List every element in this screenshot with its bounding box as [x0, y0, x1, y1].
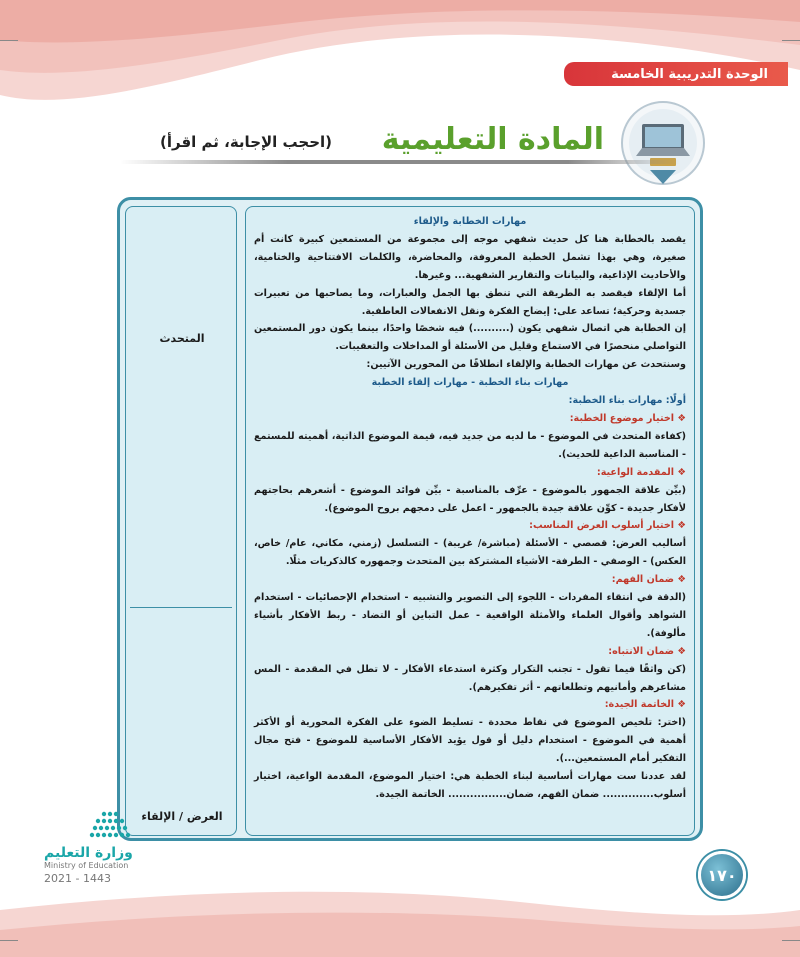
style-heading: ❖ اختيار أسلوب العرض المناسب: — [529, 520, 686, 532]
ministry-logo-dots — [86, 805, 134, 841]
speaker-label: المتحدث — [159, 332, 205, 345]
unit-label: الوحدة التدريبية الخامسة — [611, 66, 768, 82]
topic-choice-heading: ❖ اختيار موضوع الخطبة: — [569, 412, 686, 424]
definition-delivery: أما الإلقاء فيقصد به الطريقة التي تنطق بها الجمل والعبارات، وما يصاحبها من تعبيرات جسدية وحركية؛ تساعد على: إيضاح الفكرة ونقل الانفعالات العاطفية. — [254, 287, 686, 317]
unit-banner — [564, 62, 788, 86]
instruction-text: (احجب الإجابة، ثم اقرأ) — [160, 133, 333, 151]
understanding-heading: ❖ ضمان الفهم: — [611, 574, 686, 586]
section-title: المادة التعليمية — [381, 122, 604, 157]
crop-mark — [782, 940, 800, 941]
page-number: ١٧٠ — [698, 851, 746, 899]
title-underline — [120, 160, 680, 164]
summary-text: لقد عددنا ست مهارات أساسية لبناء الخطبة هي: اختيار الموضوع، المقدمة الواعية، اختيار أسلوب.............. ضمان الفهم، ضمان................ الخاتمة الجيدة. — [254, 771, 686, 800]
content-column — [245, 206, 695, 836]
side-divider — [130, 607, 232, 608]
crop-mark — [0, 40, 18, 41]
understanding-text: (الدقة في انتقاء المفردات - اللجوء إلى التصوير والتشبيه - استخدام الإحصائيات - استخدام الشواهد وأقوال العلماء والأمثلة الواقعية - عمل التباين أو التضاد - ربط الأفكار بأشياء مألوفة). — [254, 592, 686, 639]
ministry-block — [44, 845, 154, 897]
conclusion-heading: ❖ الخاتمة الجيدة: — [604, 699, 686, 711]
topic-choice-text: (كفاءة المتحدث في الموضوع - ما لديه من جديد فيه، قيمة الموضوع الذاتية، أهميته للمستمع - المناسبة الداعية للحديث). — [254, 430, 686, 460]
academic-year: 2021 - 1443 — [44, 872, 111, 885]
attention-text: (كن واثقًا فيما تقول - تجنب التكرار وكثرة استدعاء الأفكار - لا تطل في المقدمة - المس مشاعرهم وأمانيهم وتطلعاتهم - أثر تفكيرهم). — [254, 663, 686, 693]
first-heading: أولًا: مهارات بناء الخطبة: — [568, 395, 686, 407]
definition-speech: يقصد بالخطابة هنا كل حديث شفهي موجه إلى مجموعة من المستمعين كبيرة كانت أم صغيرة، وهي بهذا تشمل الخطبة المعروفة، والمحاضرة، والكلمات الافتتاحية والختامية، والأحاديث الإذاعية، والبيانات والتقارير الشفهية... وغيرها. — [254, 233, 686, 281]
attention-heading: ❖ ضمان الانتباه: — [608, 645, 686, 657]
ministry-name-ar: وزارة التعليم — [44, 845, 133, 861]
ministry-name-en: Ministry of Education — [44, 861, 129, 870]
content-title: مهارات الخطابة والإلقاء — [413, 216, 527, 227]
intro-text: (بيِّن علاقة الجمهور بالموضوع - عرِّف بالمناسبة - بيِّن فوائد الموضوع - أشعرهم بحاجتهم لأفكار جديدة - كوِّن علاقة جيدة بالجمهور - اعمل على دمجهم بروح الموضوع). — [254, 484, 686, 514]
style-text: أساليب العرض: قصصي - الأسئلة (مباشرة/ غريبة) - التسلسل (زمني، مكاني، عام/ خاص، العكس) - الوصفي - الطرفة- الأشياء المشتركة بين المتحدث وجمهوره كالذكريات مثلًا. — [254, 538, 686, 568]
conclusion-text: (اختر: تلخيص الموضوع في نقاط محددة - تسليط الضوء على الفكرة المحورية أو الأكثر أهمية في الموضوع - استخدام دليل أو قول يؤيد الأفكار الأساسية للموضوع - فتح مجال التفكير أمام المستمعين...). — [254, 717, 686, 765]
crop-mark — [782, 40, 800, 41]
crop-mark — [0, 940, 18, 941]
presentation-label: العرض / الإلقاء — [141, 810, 223, 823]
axes-intro: وسنتحدث عن مهارات الخطابة والإلقاء انطلاقًا من المحورين الآتيين: — [366, 359, 686, 371]
side-column — [125, 206, 237, 836]
lesson-laptop-icon — [620, 100, 706, 186]
speech-communication: إن الخطابة هي اتصال شفهي يكون (..........) فيه شخصًا واحدًا، بينما يكون دور المستمعين التواصلي منحصرًا في الاستماع وقليل من الأسئلة أو المداخلات والتعقيبات. — [254, 323, 686, 353]
intro-heading: ❖ المقدمة الواعية: — [596, 466, 686, 478]
axes-title: مهارات بناء الخطبة - مهارات إلقاء الخطبة — [371, 377, 569, 389]
